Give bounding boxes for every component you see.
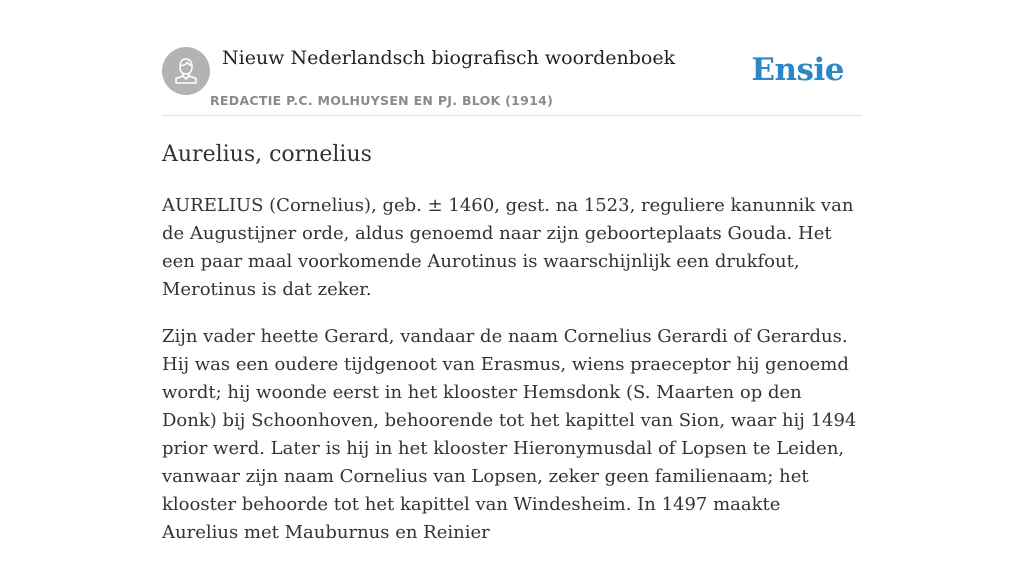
ensie-logo[interactable]: Ensie bbox=[751, 52, 844, 88]
book-header bbox=[162, 46, 862, 116]
user-icon bbox=[172, 56, 200, 86]
avatar[interactable] bbox=[162, 47, 210, 95]
article-title: Aurelius, cornelius bbox=[162, 142, 372, 167]
article-body bbox=[162, 192, 862, 566]
article-paragraph: Zijn vader heette Gerard, vandaar de naam Cornelius Gerardi of Gerardus. Hij was een oudere tijdgenoot van Erasmus, wiens praeceptor hij genoemd wordt; hij woonde eerst in het klooster Hemsdonk (S. Maarten op den Donk) bij Schoonhoven, behoorende tot het kapittel van Sion, waar hij 1494 prior werd. Later is hij in het klooster Hieronymusdal of Lopsen te Leiden, vanwaar zijn naam Cornelius van Lopsen, zeker geen familienaam; het klooster behoorde tot het kapittel van Windesheim. In 1497 maakte Aurelius met Mauburnus en Reinier bbox=[162, 326, 857, 543]
book-editors: REDACTIE P.C. MOLHUYSEN EN PJ. BLOK (1914) bbox=[210, 93, 554, 108]
article-paragraph: AURELIUS (Cornelius), geb. ± 1460, gest. na 1523, reguliere kanunnik van de Augustijner orde, aldus genoemd naar zijn geboorteplaats Gouda. Het een paar maal voorkomende Aurotinus is waarschijnlijk een drukfout, Merotinus is dat zeker. bbox=[162, 195, 854, 300]
book-title[interactable]: Nieuw Nederlandsch biografisch woordenboek bbox=[222, 47, 676, 69]
